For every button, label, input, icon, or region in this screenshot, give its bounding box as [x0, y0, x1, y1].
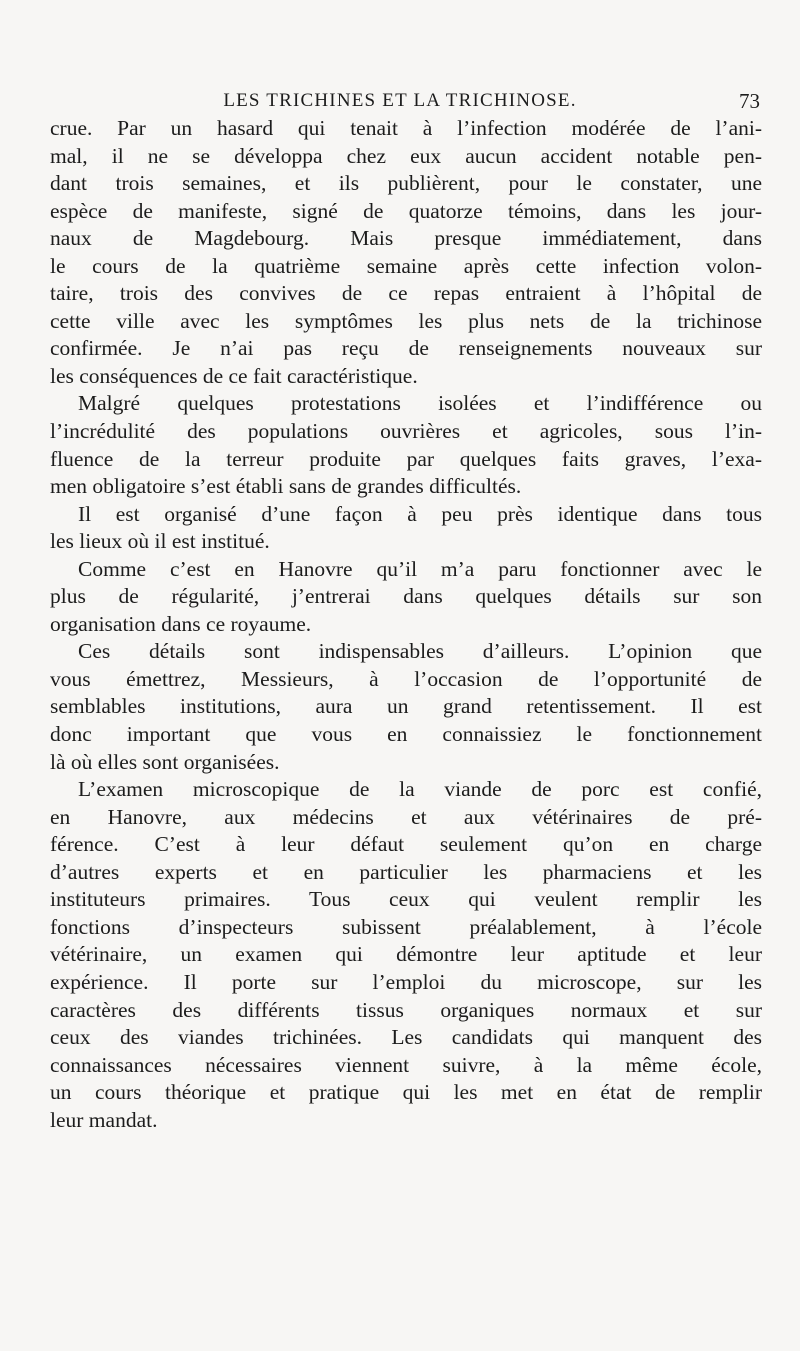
text-line: men obligatoire s’est établi sans de grandes difficultés.: [50, 474, 522, 499]
text-line: donc important que vous en connaissiez le fonctionnement: [50, 722, 762, 747]
running-head: [40, 86, 760, 116]
text-line: l’incrédulité des populations ouvrières et agricoles, sous l’in-: [50, 419, 762, 444]
text-line: dant trois semaines, et ils publièrent, pour le constater, une: [50, 171, 762, 196]
text-line: mal, il ne se développa chez eux aucun accident notable pen-: [50, 143, 762, 168]
text-line: Il est organisé d’une façon à peu près identique dans tous: [78, 501, 762, 526]
text-line: cette ville avec les symptômes les plus nets de la trichinose: [50, 308, 762, 333]
text-line: expérience. Il porte sur l’emploi du microscope, sur les: [50, 969, 762, 994]
text-line: d’autres experts et en particulier les pharmaciens et les: [50, 859, 762, 884]
text-line: Ces détails sont indispensables d’ailleurs. L’opinion que: [78, 639, 762, 664]
text-line: le cours de la quatrième semaine après cette infection volon-: [50, 253, 762, 278]
text-line: les conséquences de ce fait caractéristique.: [50, 363, 418, 388]
text-line: fluence de la terreur produite par quelques faits graves, l’exa-: [50, 446, 762, 471]
text-line: ceux des viandes trichinées. Les candidats qui manquent des: [50, 1025, 762, 1050]
text-line: organisation dans ce royaume.: [50, 611, 312, 636]
text-line: L’examen microscopique de la viande de porc est confié,: [78, 777, 762, 802]
text-line: crue. Par un hasard qui tenait à l’infection modérée de l’ani-: [50, 116, 762, 140]
text-line: espèce de manifeste, signé de quatorze témoins, dans les jour-: [50, 198, 762, 223]
text-line: férence. C’est à leur défaut seulement qu’on en charge: [50, 832, 762, 857]
running-title: LES TRICHINES ET LA TRICHINOSE.: [223, 90, 577, 111]
text-line: là où elles sont organisées.: [50, 749, 280, 774]
text-line: semblables institutions, aura un grand retentissement. Il est: [50, 694, 762, 719]
page-number: 73: [739, 89, 760, 113]
text-line: caractères des différents tissus organiques normaux et sur: [50, 997, 762, 1022]
text-line: Comme c’est en Hanovre qu’il m’a paru fonctionner avec le: [78, 556, 762, 581]
text-line: vétérinaire, un examen qui démontre leur aptitude et leur: [50, 942, 762, 967]
text-line: un cours théorique et pratique qui les met en état de remplir: [50, 1080, 762, 1105]
text-line: taire, trois des convives de ce repas entraient à l’hôpital de: [50, 281, 762, 306]
text-line: les lieux où il est institué.: [50, 529, 270, 554]
text-line: en Hanovre, aux médecins et aux vétérinaires de pré-: [50, 804, 762, 829]
text-line: instituteurs primaires. Tous ceux qui veulent remplir les: [50, 887, 762, 912]
text-line: leur mandat.: [50, 1107, 158, 1132]
body-text: [50, 115, 762, 1134]
text-line: naux de Magdebourg. Mais presque immédiatement, dans: [50, 226, 762, 251]
text-line: fonctions d’inspecteurs subissent préalablement, à l’école: [50, 914, 762, 939]
text-line: plus de régularité, j’entrerai dans quelques détails sur son: [50, 584, 762, 609]
text-line: connaissances nécessaires viennent suivre, à la même école,: [50, 1052, 762, 1077]
text-line: vous émettrez, Messieurs, à l’occasion de l’opportunité de: [50, 666, 762, 691]
text-line: Malgré quelques protestations isolées et l’indifférence ou: [78, 391, 762, 416]
text-line: confirmée. Je n’ai pas reçu de renseignements nouveaux sur: [50, 336, 762, 361]
